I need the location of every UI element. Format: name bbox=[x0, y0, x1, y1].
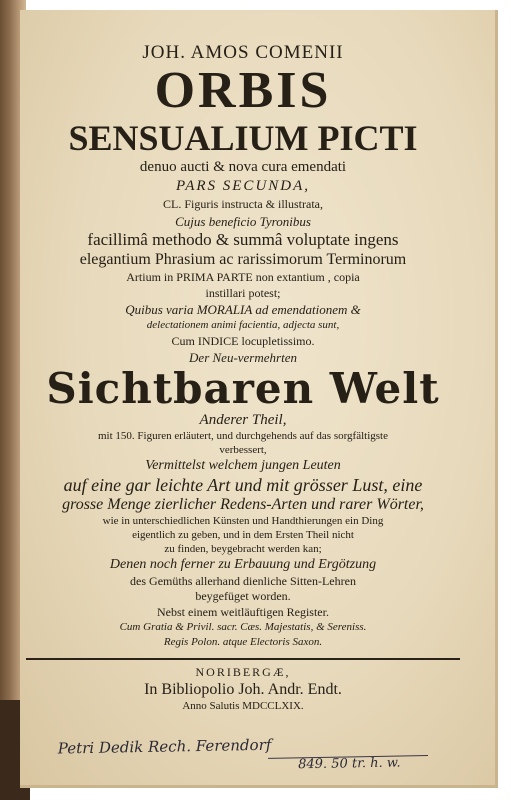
inscription-line-1: Petri Dedik Rech. Ferendorf bbox=[57, 735, 272, 758]
line-auf-eine: auf eine gar leichte Art und mit grösser Lust, eine bbox=[63, 475, 423, 495]
line-artium: Artium in PRIMA PARTE non extantium , copia bbox=[126, 270, 360, 284]
line-elegantium: elegantium Phrasium ac rarissimorum Terminorum bbox=[79, 251, 407, 268]
imprint-bibliopolio: In Bibliopolio Joh. Andr. Endt. bbox=[144, 681, 342, 698]
line-figuris: CL. Figuris instructa & illustrata, bbox=[163, 197, 323, 211]
line-mit-150: mit 150. Figuren erläutert, und durchgehends auf das sorgfältigste bbox=[97, 430, 388, 442]
line-wie: wie in unterschiedlichen Künsten und Handthierungen ein Ding bbox=[102, 515, 384, 527]
line-grosse-menge: grosse Menge zierlicher Redens-Arten und rarer Wörter, bbox=[62, 496, 424, 513]
line-pars-secunda: PARS SECUNDA, bbox=[175, 178, 311, 194]
title-orbis: ORBIS bbox=[154, 62, 332, 119]
title-page-text bbox=[24, 20, 462, 714]
line-instillari: instillari potest; bbox=[205, 286, 281, 300]
line-verbessert: verbessert, bbox=[219, 444, 267, 456]
imprint-noribergae: NORIBERGÆ, bbox=[195, 665, 291, 679]
line-der-neu: Der Neu-vermehrten bbox=[189, 350, 297, 365]
line-eigentlich: eigentlich zu geben, und in dem Ersten Theil nicht bbox=[132, 529, 354, 541]
line-delectationem: delectationem animi facientia, adjecta sunt, bbox=[146, 319, 340, 331]
author-line: JOH. AMOS COMENII bbox=[142, 42, 344, 63]
title-sichtbaren-welt: Sichtbaren Welt bbox=[46, 364, 440, 413]
line-des-gemuths: des Gemüths allerhand dienliche Sitten-Lehren bbox=[130, 574, 356, 588]
line-anderer-theil: Anderer Theil, bbox=[199, 412, 287, 428]
line-quibus: Quibus varia MORALIA ad emendationem & bbox=[125, 302, 361, 317]
line-nebst: Nebst einem weitläuftigen Register. bbox=[157, 605, 329, 619]
line-facillima: facillimâ methodo & summâ voluptate ingens bbox=[87, 230, 399, 249]
line-regis-polon: Regis Polon. atque Electoris Saxon. bbox=[163, 636, 323, 648]
inscription-line-2: 849. 50 tr. h. w. bbox=[298, 755, 401, 773]
line-beygefuget: beygefüget worden. bbox=[195, 589, 291, 603]
imprint-rule bbox=[26, 658, 460, 660]
line-cujus: Cujus beneficio Tyronibus bbox=[175, 214, 311, 229]
handwritten-inscription bbox=[58, 733, 459, 780]
line-cum-gratia: Cum Gratia & Privil. sacr. Cæs. Majestatis, & Sereniss. bbox=[119, 621, 367, 633]
line-denuo: denuo aucti & nova cura emendati bbox=[139, 159, 347, 175]
title-sensualium: SENSUALIUM PICTI bbox=[68, 118, 418, 158]
line-zu-finden: zu finden, beygebracht werden kan; bbox=[164, 543, 322, 555]
imprint-anno: Anno Salutis MDCCLXIX. bbox=[182, 700, 304, 712]
line-vermittelst: Vermittelst welchem jungen Leuten bbox=[145, 458, 341, 473]
line-cum-indice: Cum INDICE locupletissimo. bbox=[171, 334, 315, 348]
line-denen: Denen noch ferner zu Erbauung und Ergötzung bbox=[109, 557, 377, 572]
